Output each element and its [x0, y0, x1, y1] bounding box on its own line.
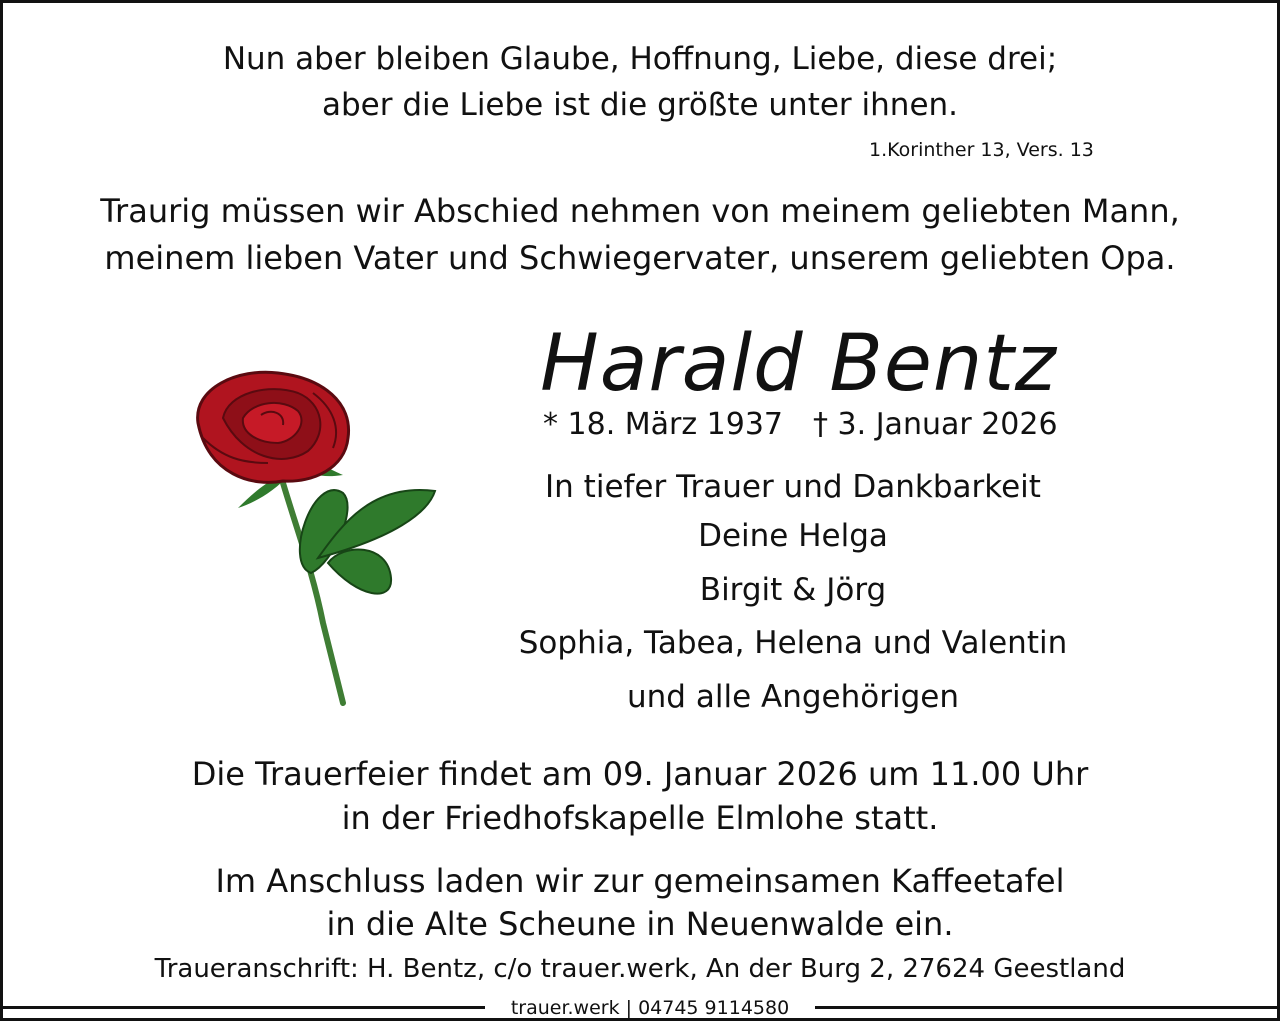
- mourner-relatives: und alle Angehörigen: [627, 679, 959, 715]
- reception-line-1: Im Anschluss laden wir zur gemeinsamen Kaffeetafel: [215, 862, 1065, 900]
- mourner-grandchildren: Sophia, Tabea, Helena und Valentin: [518, 625, 1068, 661]
- bible-verse-line-1: Nun aber bleiben Glaube, Hoffnung, Liebe, diese drei;: [222, 41, 1058, 77]
- funeral-service-line-2: in der Friedhofskapelle Elmlohe statt.: [341, 799, 939, 837]
- bible-verse-line-2: aber die Liebe ist die größte unter ihnen.: [321, 87, 959, 123]
- life-dates: [543, 407, 1058, 442]
- reception-line-2: in die Alte Scheune in Neuenwalde ein.: [326, 905, 954, 943]
- mourner-children: Birgit & Jörg: [699, 572, 887, 608]
- mourners-intro: In tiefer Trauer und Dankbarkeit: [545, 469, 1041, 505]
- red-rose-illustration: [183, 363, 443, 708]
- mourner-wife: Deine Helga: [698, 518, 888, 554]
- farewell-intro-line-2: meinem lieben Vater und Schwiegervater, unserem geliebten Opa.: [104, 239, 1176, 277]
- funeral-service-line-1: Die Trauerfeier findet am 09. Januar 2026 um 11.00 Uhr: [191, 755, 1089, 793]
- mourning-address: Traueranschrift: H. Bentz, c/o trauer.werk, An der Burg 2, 27624 Geestland: [154, 954, 1126, 984]
- birth-date: * 18. März 1937: [543, 407, 784, 442]
- publisher-footer: trauer.werk | 04745 9114580: [485, 997, 815, 1019]
- farewell-intro-line-1: Traurig müssen wir Abschied nehmen von meinem geliebten Mann,: [100, 192, 1180, 230]
- death-date: † 3. Januar 2026: [813, 407, 1058, 442]
- deceased-name: Harald Bentz: [540, 319, 1057, 409]
- bible-verse-reference: 1.Korinther 13, Vers. 13: [869, 139, 1094, 161]
